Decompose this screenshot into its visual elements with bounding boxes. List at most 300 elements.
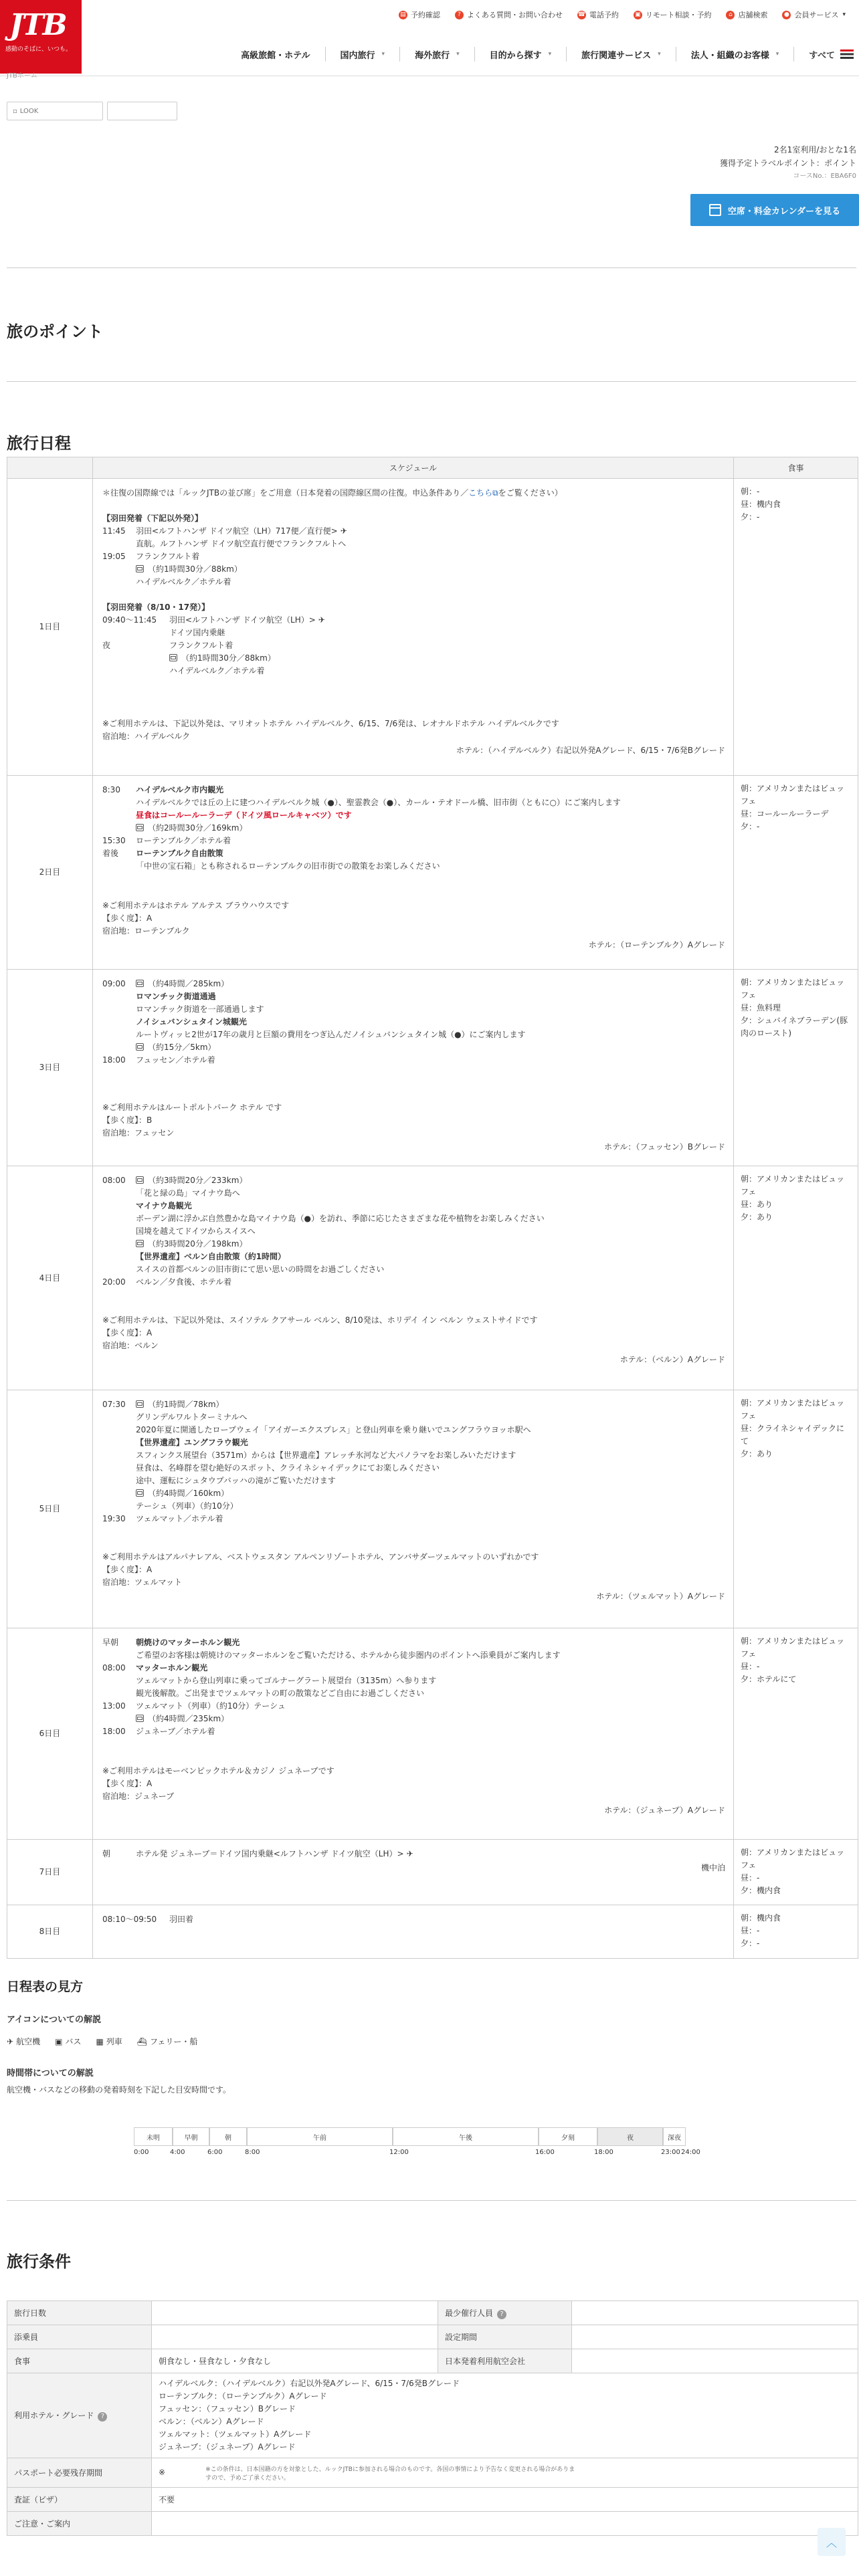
consult-icon: ▣ [634, 11, 642, 19]
line-text: 羽田着 [169, 1915, 194, 1924]
day-label: 8日目 [7, 1905, 93, 1959]
cond-value [152, 2301, 438, 2325]
schedule-line [102, 1276, 725, 1289]
nav-services[interactable] [566, 47, 676, 62]
table-row [7, 1166, 858, 1390]
chevron-down-icon: ▾ [775, 51, 779, 58]
day-label: 1日目 [7, 479, 93, 776]
cond-value [572, 2325, 858, 2349]
schedule-line [102, 1174, 725, 1187]
look-image-button[interactable] [7, 102, 103, 120]
schedule-line [102, 1662, 725, 1675]
day-label: 4日目 [7, 1166, 93, 1390]
hotel-grade: ホテル：（フュッセン）Bグレード [603, 1142, 725, 1152]
table-row [7, 2349, 858, 2373]
line-text [136, 822, 725, 835]
line-text: ボーデン湖に浮かぶ自然豊かな島マイナウ島（●）を訪れ、季節に応じたさまざまな花や植物をお楽しみください [136, 1214, 545, 1223]
utility-reservation[interactable] [399, 9, 440, 20]
stay-location: 宿泊地：ハイデルベルク [102, 732, 191, 741]
cond-value [152, 2512, 858, 2536]
line-text: 【世界遺産】ユングフラウ観光 [136, 1438, 248, 1447]
schedule-line [102, 1003, 725, 1016]
line-text [136, 1713, 725, 1725]
table-row [7, 2458, 858, 2488]
nav-purpose[interactable] [474, 47, 567, 62]
time [102, 990, 136, 1003]
meal-lunch: 昼：あり [741, 1200, 773, 1209]
line-text: ハイデルベルク／ホテル着 [169, 666, 265, 675]
schedule-line [102, 1212, 725, 1225]
time: 19:30 [102, 1514, 126, 1523]
plane-icon: ✈ [318, 615, 325, 625]
schedule-line [102, 665, 725, 677]
course-number: コースNo.：EBA6F0 [793, 173, 856, 180]
schedule-line [102, 1848, 725, 1860]
time: 夜 [102, 641, 111, 650]
icons-title: アイコンについての解説 [7, 2015, 102, 2025]
time [102, 1687, 136, 1700]
meal-dinner: 夕：ホテルにて [741, 1675, 797, 1684]
time [102, 860, 136, 873]
line-text: 観光後解散。ご出発までツェルマットの町の散策などご自由にお過ごしください [136, 1689, 425, 1698]
hotel-line: フュッセン：（フュッセン）Bグレード [159, 2404, 296, 2413]
meal-cell [734, 776, 858, 970]
line-text: マッターホルン観光 [136, 1663, 208, 1673]
bus-icon [136, 1400, 144, 1408]
hotel-grade: ホテル：（ローテンブルク）Aグレード [588, 940, 725, 950]
cond-label: 日本発着利用航空会社 [438, 2349, 572, 2373]
schedule-line [102, 978, 725, 990]
meal-dinner: 夕：機内食 [741, 1886, 781, 1895]
time-tick: 6:00 [207, 2149, 223, 2156]
header-meal: 食事 [734, 457, 858, 479]
user-icon: ● [782, 11, 791, 19]
hotel-line: ハイデルベルク：（ハイデルベルク）右記以外発Aグレード、6/15・7/6発Bグレード [159, 2379, 460, 2388]
walk-level: 【歩く度】：A [102, 914, 153, 923]
meal-cell [734, 970, 858, 1166]
line-content: （約1時間30分／88km） [181, 653, 276, 663]
utility-store[interactable] [726, 9, 767, 20]
time: 早朝 [102, 1638, 119, 1647]
cond-label: 食事 [7, 2349, 152, 2373]
broken-image-icon: ▫ [13, 107, 17, 115]
line-text: ハイデルベルク市内観光 [136, 785, 224, 794]
header-day [7, 457, 93, 479]
nav-label: 国内旅行 [340, 50, 375, 61]
line-text: 朝焼けのマッターホルン観光 [136, 1638, 240, 1647]
line-content: （約1時間／78km） [148, 1400, 224, 1409]
chevron-up-icon: ︿ [826, 2536, 837, 2549]
meal-cell [734, 479, 858, 776]
cond-value [152, 2458, 858, 2488]
day-label: 3日目 [7, 970, 93, 1166]
meal-breakfast: 朝：機内食 [741, 1913, 781, 1923]
question-icon: ? [455, 11, 464, 19]
line-text: 直航。ルフトハンザ ドイツ航空直行便でフランクフルトへ [136, 539, 347, 548]
schedule-line [102, 1700, 725, 1713]
schedule-cell [93, 776, 734, 970]
line-text: フュッセン／ホテル着 [136, 1055, 215, 1065]
schedule-line [102, 1251, 725, 1263]
help-icon[interactable]: ? [497, 2310, 506, 2319]
table-row [7, 2373, 858, 2458]
legend-label: 列車 [106, 2037, 122, 2046]
nav-corporate[interactable] [676, 47, 794, 62]
schedule-line [102, 1029, 725, 1041]
nav-domestic[interactable] [325, 47, 400, 62]
hotel-grade: ホテル：（ツェルマット）Aグレード [596, 1592, 725, 1601]
stay-location: 宿泊地：ローテンブルク [102, 926, 190, 936]
table-row [7, 970, 858, 1166]
schedule-line [102, 1238, 725, 1251]
schedule-line [102, 1487, 725, 1500]
cond-value [152, 2373, 858, 2458]
jtb-logo[interactable] [0, 0, 82, 74]
time [102, 627, 169, 639]
time-tick: 4:00 [170, 2149, 185, 2156]
schedule-line [102, 639, 725, 652]
meal-breakfast: 朝：アメリカンまたはビュッフェ [741, 1174, 845, 1196]
logo-tagline: 感動のそばに、いつも。 [5, 46, 72, 53]
help-icon[interactable]: ? [98, 2412, 107, 2422]
time [102, 1212, 136, 1225]
line-text [136, 1487, 725, 1500]
divider [7, 267, 856, 268]
legend-item [96, 2036, 122, 2047]
time: 朝 [102, 1849, 111, 1858]
schedule-line [102, 1436, 725, 1449]
time [102, 1436, 136, 1449]
breadcrumb[interactable] [7, 70, 37, 80]
schedule-cell [93, 479, 734, 776]
plane-icon: ✈ [340, 526, 347, 536]
schedule-line [102, 822, 725, 835]
utility-phone[interactable] [577, 9, 619, 20]
breadcrumb-home[interactable]: JTBホーム [7, 72, 37, 80]
schedule-line [102, 1449, 725, 1462]
time [102, 1029, 136, 1041]
schedule-line [102, 809, 725, 822]
line-text: 「中世の宝石箱」とも称されるローテンブルクの旧市街での散策をお楽しみください [136, 861, 440, 871]
meal-dinner: 夕：- [741, 512, 760, 522]
time [102, 822, 136, 835]
line-content: （約3時間20分／198km） [148, 1239, 248, 1249]
look-label: LOOK [19, 107, 39, 115]
line-content: （約3時間20分／233km） [148, 1176, 248, 1185]
line-text [136, 563, 725, 576]
legend-label: バス [65, 2037, 82, 2046]
line-text: ツェルマット（列車）（約10分）テーシュ [136, 1701, 286, 1711]
schedule-line [102, 525, 725, 538]
schedule-line [102, 860, 725, 873]
cond-value [572, 2301, 858, 2325]
time: 着後 [102, 849, 119, 858]
cond-label: 添乗員 [7, 2325, 152, 2349]
cond-label-text: 利用ホテル・グレード [14, 2411, 94, 2420]
time [102, 563, 136, 576]
divider [7, 381, 856, 382]
stay-location: 宿泊地：ベルン [102, 1341, 159, 1350]
meal-lunch: 昼：クライネシャイデックにて [741, 1424, 845, 1446]
time [102, 576, 136, 588]
hotel-note: ※ご利用ホテルはホテル アルテス ブラウハウスです [102, 901, 290, 910]
section-title-legend: 日程表の見方 [7, 1979, 84, 1994]
meal-lunch: 昼：- [741, 1662, 760, 1671]
photo-tabs [7, 102, 177, 120]
meal-lunch: 昼：魚料理 [741, 1003, 781, 1012]
meal-lunch: 昼：- [741, 1926, 760, 1935]
utility-label: 電話予約 [589, 11, 619, 19]
line-text [169, 614, 725, 627]
icon-legend [7, 2036, 858, 2047]
note-part: ＊往復の国際線では「ルックJTBの並び席」をご用意（日本発着の国際線区間の往復。申込条件あり／ [102, 488, 469, 498]
line-text: ローテンブルク／ホテル着 [136, 836, 231, 845]
line-text: ノイシュバンシュタイン城観光 [136, 1017, 247, 1027]
schedule-cell [93, 1840, 734, 1905]
section-title-conditions: 旅行条件 [7, 2252, 71, 2271]
day-label: 2日目 [7, 776, 93, 970]
line-text: ルートヴィッヒ2世が17年の歳月と巨額の費用をつぎ込んだノイシュバンシュタイン城（●）にご案内します [136, 1030, 526, 1039]
line-text [136, 525, 725, 538]
schedule-line [102, 990, 725, 1003]
utility-nav [399, 9, 846, 20]
chevron-down-icon: ▾ [456, 51, 460, 58]
line-text: 昼食は、名峰群を望む絶好のスポット、クライネシャイデックにてお楽しみください [136, 1463, 440, 1473]
time [102, 1263, 136, 1276]
ferry-icon: ⛴ [136, 2036, 148, 2046]
schedule-line [102, 1263, 725, 1276]
line-text [169, 652, 725, 665]
hotel-line: ジュネーブ：（ジュネーブ）Aグレード [159, 2442, 296, 2452]
external-link-icon: ⧉ [492, 488, 498, 498]
time-tick: 23:00 [661, 2149, 680, 2156]
walk-level: 【歩く度】：A [102, 1565, 153, 1574]
cond-value [572, 2349, 858, 2373]
schedule-line [102, 1187, 725, 1200]
time-tick: 24:00 [681, 2149, 700, 2156]
time-description: 航空機・バスなどの移動の発着時刻を下記した目安時間です。 [7, 2085, 231, 2095]
time [102, 796, 136, 809]
logo-text: JTB [9, 8, 66, 42]
hotel-line: ツェルマット：（ツェルマット）Aグレード [159, 2430, 312, 2439]
line-text: 国境を越えてドイツからスイスへ [136, 1226, 256, 1236]
itinerary-table [7, 457, 858, 1959]
line-content: ホテル発 ジュネーブ＝ドイツ国内乗継<ルフトハンザ ドイツ航空（LH）> [136, 1849, 404, 1858]
train-icon: ▦ [96, 2036, 104, 2046]
schedule-line [102, 835, 725, 847]
line-text: フランクフルト着 [169, 641, 233, 650]
line-text: グリンデルワルトターミナルへ [136, 1412, 248, 1422]
utility-label: よくある質問・お問い合わせ [466, 11, 563, 19]
bus-icon [169, 654, 177, 661]
time: 20:00 [102, 1277, 126, 1287]
hotel-note: ※ご利用ホテルはモーベンピックホテル＆カジノ ジュネーブです [102, 1766, 335, 1776]
line-content: （約15分／5km） [148, 1043, 216, 1052]
calendar-button[interactable] [690, 194, 859, 226]
calendar-icon: ▤ [399, 11, 407, 19]
calendar-button-label: 空席・料金カレンダーを見る [727, 206, 841, 217]
schedule-line [102, 576, 725, 588]
schedule-line [102, 550, 725, 563]
legend-section [7, 1977, 858, 2156]
meal-breakfast: 朝：- [741, 487, 760, 496]
legend-label: 航空機 [16, 2037, 41, 2046]
utility-faq[interactable] [455, 9, 563, 20]
line-text [136, 1848, 725, 1860]
chevron-down-icon: ▾ [548, 51, 552, 58]
cond-label [438, 2301, 572, 2325]
time [102, 665, 169, 677]
legend-item [55, 2036, 81, 2047]
time-tick: 8:00 [245, 2149, 260, 2156]
line-text: ツェルマット／ホテル着 [136, 1514, 223, 1523]
line-content: 羽田<ルフトハンザ ドイツ航空（LH）717便／直行便> [136, 526, 338, 536]
utility-member[interactable] [782, 9, 846, 20]
schedule-line [102, 1500, 725, 1513]
time [102, 538, 136, 550]
meal-cell [734, 1628, 858, 1840]
line-content: （約4時間／235km） [148, 1714, 229, 1723]
time [102, 1238, 136, 1251]
cond-value [152, 2325, 438, 2349]
table-row [7, 2325, 858, 2349]
time-band-bar [134, 2127, 686, 2146]
line-text [136, 1174, 725, 1187]
cond-label: ご注意・ご案内 [7, 2512, 152, 2536]
bus-icon [136, 1043, 144, 1051]
hotel-grade: ホテル：（ベルン）Aグレード [619, 1355, 725, 1364]
line-text: ロマンチック街道を一部通過します [136, 1004, 264, 1014]
meal-dinner: 夕：- [741, 1939, 760, 1948]
line-text: ベルン／夕食後、ホテル着 [136, 1277, 232, 1287]
table-row [7, 2512, 858, 2536]
line-text: ジュネーブ／ホテル着 [136, 1727, 215, 1736]
nav-label: 海外旅行 [415, 50, 450, 61]
meal-lunch: 昼：- [741, 1873, 760, 1883]
legend-label: フェリー・船 [150, 2037, 198, 2046]
nav-label: すべて [809, 50, 835, 61]
time: 09:00 [102, 979, 126, 988]
price-basis: 2名1室利用/おとな1名 [774, 145, 856, 154]
nav-label: 目的から探す [489, 50, 542, 61]
meal-dinner: 夕：あり [741, 1449, 773, 1459]
chevron-down-icon: ▾ [658, 51, 661, 58]
meal-breakfast: 朝：アメリカンまたはビュッフェ [741, 1636, 845, 1658]
line-text: ロマンチック街道通過 [136, 992, 216, 1001]
nav-luxury[interactable] [226, 47, 324, 62]
meal-dinner: 夕：- [741, 822, 760, 831]
line-text [136, 1041, 725, 1054]
day-label: 5日目 [7, 1390, 93, 1628]
calendar-icon [709, 204, 721, 216]
cond-label: 査証（ビザ） [7, 2488, 152, 2512]
line-content: （約4時間／160km） [148, 1489, 229, 1498]
schedule-line [102, 652, 725, 665]
nav-label: 高級旅館・ホテル [241, 50, 310, 61]
meal-lunch: 昼：コールールーラーデ [741, 809, 829, 819]
note-part: をご覧ください） [498, 488, 563, 498]
time-title: 時間帯についての解説 [7, 2068, 94, 2078]
table-row [7, 1840, 858, 1905]
line-text: 「花と緑の島」マイナウ島へ [136, 1188, 240, 1198]
schedule-line [102, 1636, 725, 1649]
time-ticks [134, 2149, 736, 2159]
time-band: 未明 [134, 2127, 173, 2146]
time [102, 1200, 136, 1212]
schedule-cell [93, 1390, 734, 1628]
note-link[interactable]: こちら [468, 488, 493, 498]
day-label: 7日目 [7, 1840, 93, 1905]
meal-cell [734, 1840, 858, 1905]
schedule-line [102, 614, 725, 627]
schedule-line [102, 1675, 725, 1687]
hotel-note: ※ご利用ホテルは、下記以外発は、スイソテル クアサール ベルン、8/10発は、ホリデイ イン ベルン ウェストサイドです [102, 1315, 538, 1325]
table-row [7, 1905, 858, 1959]
site-header [0, 0, 859, 80]
secondary-tab-button[interactable] [107, 102, 177, 120]
line-text: 【世界遺産】ベルン自由散策（約1時間） [136, 1252, 286, 1261]
plane-icon: ✈ [406, 1849, 413, 1858]
time [102, 1411, 136, 1424]
menu-icon [840, 49, 854, 59]
hotel-note: ※ご利用ホテルはアルパナレアル、ベストウェスタン アルペンリゾートホテル、アンバサダーツェルマットのいずれかです [102, 1552, 539, 1562]
stay-location: 宿泊地：ツェルマット [102, 1578, 183, 1587]
meal-breakfast: 朝：アメリカンまたはビュッフェ [741, 1398, 845, 1420]
nav-label: 旅行関連サービス [581, 50, 652, 61]
scroll-to-top-button[interactable] [818, 2528, 846, 2556]
utility-label: 会員サービス [794, 11, 839, 19]
time: 08:00 [102, 1663, 126, 1673]
stay-location: 宿泊地：ジュネーブ [102, 1792, 175, 1801]
schedule-line [102, 1200, 725, 1212]
schedule-line [102, 1475, 725, 1487]
schedule-line [102, 627, 725, 639]
line-text: マイナウ島観光 [136, 1201, 192, 1210]
nav-all-button[interactable] [793, 47, 859, 62]
time-band: 早朝 [173, 2127, 209, 2146]
utility-remote[interactable] [634, 9, 712, 20]
meal-dinner: 夕：あり [741, 1212, 773, 1222]
section-heading: 【羽田発着（8/10・17発）】 [102, 603, 210, 612]
table-row [7, 1390, 858, 1628]
walk-level: 【歩く度】：A [102, 1328, 153, 1337]
stay-location: 宿泊地：フュッセン [102, 1128, 175, 1138]
nav-overseas[interactable] [399, 47, 474, 62]
time-tick: 12:00 [389, 2149, 409, 2156]
meal-cell [734, 1166, 858, 1390]
schedule-line [102, 1462, 725, 1475]
section-heading: 【羽田発着（下記以外発）】 [102, 514, 203, 523]
time [102, 1675, 136, 1687]
time-band: 夜 [597, 2127, 663, 2146]
time [102, 1003, 136, 1016]
nav-label: 法人・組織のお客様 [690, 50, 769, 61]
time [102, 652, 169, 665]
main-nav [226, 47, 859, 62]
note-text [102, 487, 725, 500]
schedule-line [102, 1054, 725, 1067]
time [102, 1225, 136, 1238]
meal-cell [734, 1390, 858, 1628]
line-text: テーシュ（列車）（約10分） [136, 1501, 238, 1511]
time: 15:30 [102, 836, 126, 845]
passport-note: ※この条件は、日本国籍の方を対象とした、ルックJTBに参加される場合のものです。各国の事情により予告なく変更される場合がありますので、予めご了承ください。 [205, 2466, 575, 2482]
line-content: （約2時間30分／169km） [148, 823, 248, 833]
day-label: 6日目 [7, 1628, 93, 1840]
bus-icon [136, 824, 144, 831]
bus-icon [136, 1240, 144, 1247]
line-text: 昼食はコールールーラーデ（ドイツ風ロールキャベツ）です [136, 811, 352, 820]
